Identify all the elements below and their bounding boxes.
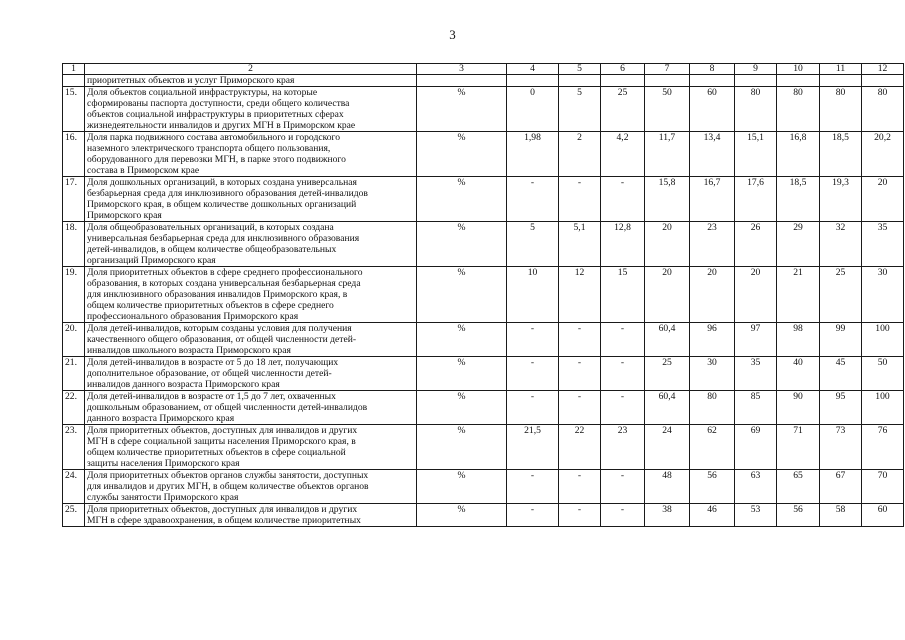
value-cell: - xyxy=(507,391,559,425)
value-cell: 20 xyxy=(735,267,777,323)
value-cell: 22 xyxy=(559,425,601,470)
description-line: Доля приоритетных объектов, доступных для инвалидов и других xyxy=(87,425,358,436)
value-cell xyxy=(645,75,690,87)
indicator-description xyxy=(85,470,417,504)
description-line: качественного общего образования, от общей численности детей- xyxy=(87,334,357,345)
description-line: общем количестве приоритетных объектов в сфере социальной xyxy=(87,447,346,458)
value-cell: 15,8 xyxy=(645,177,690,222)
value-cell: 76 xyxy=(862,425,904,470)
value-cell: 71 xyxy=(777,425,820,470)
value-cell: 18,5 xyxy=(777,177,820,222)
continuation-row xyxy=(63,75,904,87)
column-number-header: 1 xyxy=(63,64,85,75)
indicator-description xyxy=(85,267,417,323)
value-cell: 50 xyxy=(862,357,904,391)
value-cell xyxy=(735,75,777,87)
value-cell: 60,4 xyxy=(645,323,690,357)
value-cell: 32 xyxy=(820,222,862,267)
value-cell: - xyxy=(507,323,559,357)
description-line: оборудованного для перевозки МГН, в парке этого подвижного xyxy=(87,154,346,165)
value-cell: 58 xyxy=(820,504,862,527)
unit-cell: % xyxy=(417,470,507,504)
value-cell: 80 xyxy=(777,87,820,132)
value-cell: 98 xyxy=(777,323,820,357)
value-cell: 48 xyxy=(645,470,690,504)
value-cell: 24 xyxy=(645,425,690,470)
table-row xyxy=(63,132,904,177)
description-line: инвалидов данного возраста Приморского края xyxy=(87,379,280,390)
table-row xyxy=(63,267,904,323)
row-number: 15. xyxy=(63,87,85,132)
value-cell: 80 xyxy=(862,87,904,132)
value-cell: 18,5 xyxy=(820,132,862,177)
value-cell: 5 xyxy=(559,87,601,132)
description-line: образования, в которых создана универсальная безбарьерная среда xyxy=(87,278,361,289)
description-line: детей-инвалидов, в общем количестве общеобразовательных xyxy=(87,244,337,255)
indicator-description xyxy=(85,425,417,470)
unit-cell: % xyxy=(417,504,507,527)
description-line: Приморского края, в общем количестве дошкольных организаций xyxy=(87,199,357,210)
value-cell: - xyxy=(507,470,559,504)
value-cell: 80 xyxy=(735,87,777,132)
description-line: для инклюзивного образования инвалидов Приморского края, в xyxy=(87,289,348,300)
value-cell: 45 xyxy=(820,357,862,391)
value-cell: 35 xyxy=(862,222,904,267)
value-cell xyxy=(690,75,735,87)
unit-cell: % xyxy=(417,323,507,357)
value-cell: 80 xyxy=(690,391,735,425)
row-number: 22. xyxy=(63,391,85,425)
description-line: данного возраста Приморского края xyxy=(87,413,235,424)
value-cell: 90 xyxy=(777,391,820,425)
indicator-description xyxy=(85,132,417,177)
row-number: 20. xyxy=(63,323,85,357)
value-cell: - xyxy=(559,177,601,222)
value-cell xyxy=(601,75,645,87)
table-row xyxy=(63,504,904,527)
table-row xyxy=(63,323,904,357)
unit-cell: % xyxy=(417,177,507,222)
unit-cell: % xyxy=(417,87,507,132)
indicator-description xyxy=(85,323,417,357)
table-row xyxy=(63,357,904,391)
value-cell: 80 xyxy=(820,87,862,132)
description-line: Доля детей-инвалидов в возрасте от 5 до 18 лет, получающих xyxy=(87,357,339,368)
row-number: 21. xyxy=(63,357,85,391)
continuation-text: приоритетных объектов и услуг Приморского края xyxy=(85,75,417,87)
description-line: Доля дошкольных организаций, в которых создана универсальная xyxy=(87,177,357,188)
value-cell: - xyxy=(507,357,559,391)
value-cell: - xyxy=(559,323,601,357)
value-cell: 4,2 xyxy=(601,132,645,177)
description-line: жизнедеятельности инвалидов и других МГН в Приморском крае xyxy=(87,120,356,131)
row-number: 19. xyxy=(63,267,85,323)
value-cell: 53 xyxy=(735,504,777,527)
row-number: 25. xyxy=(63,504,85,527)
indicator-description xyxy=(85,504,417,527)
unit-cell: % xyxy=(417,391,507,425)
value-cell: 11,7 xyxy=(645,132,690,177)
description-line: организаций Приморского края xyxy=(87,255,216,266)
value-cell: 12 xyxy=(559,267,601,323)
value-cell: 17,6 xyxy=(735,177,777,222)
value-cell: 97 xyxy=(735,323,777,357)
description-line: Доля объектов социальной инфраструктуры, на которые xyxy=(87,87,318,98)
description-line: безбарьерная среда для инклюзивного образования детей-инвалидов xyxy=(87,188,368,199)
value-cell: 73 xyxy=(820,425,862,470)
value-cell: - xyxy=(601,177,645,222)
table-row xyxy=(63,391,904,425)
value-cell: 99 xyxy=(820,323,862,357)
table-row xyxy=(63,222,904,267)
table-row xyxy=(63,470,904,504)
description-line: защиты населения Приморского края xyxy=(87,458,240,469)
row-number: 24. xyxy=(63,470,85,504)
description-line: Доля приоритетных объектов органов службы занятости, доступных xyxy=(87,470,369,481)
indicator-description xyxy=(85,391,417,425)
value-cell: 29 xyxy=(777,222,820,267)
value-cell: 16,7 xyxy=(690,177,735,222)
value-cell: 62 xyxy=(690,425,735,470)
description-line: дополнительное образование, от общей численности детей- xyxy=(87,368,332,379)
row-number: 17. xyxy=(63,177,85,222)
column-number-row xyxy=(63,64,904,75)
value-cell: 65 xyxy=(777,470,820,504)
description-line: Доля приоритетных объектов в сфере среднего профессионального xyxy=(87,267,363,278)
value-cell: - xyxy=(559,357,601,391)
column-number-header: 4 xyxy=(507,64,559,75)
column-number-header: 11 xyxy=(820,64,862,75)
value-cell: 35 xyxy=(735,357,777,391)
value-cell: 100 xyxy=(862,391,904,425)
row-number: 18. xyxy=(63,222,85,267)
indicator-description xyxy=(85,357,417,391)
description-line: сформированы паспорта доступности, среди общего количества xyxy=(87,98,350,109)
value-cell: 38 xyxy=(645,504,690,527)
description-line: Доля приоритетных объектов, доступных для инвалидов и других xyxy=(87,504,358,515)
page-number: 3 xyxy=(449,27,456,42)
description-line: наземного электрического транспорта общего пользования, xyxy=(87,143,331,154)
value-cell: 21 xyxy=(777,267,820,323)
value-cell: 5,1 xyxy=(559,222,601,267)
description-line: универсальная безбарьерная среда для инклюзивного образования xyxy=(87,233,360,244)
description-line: инвалидов школьного возраста Приморского края xyxy=(87,345,291,356)
value-cell: 1,98 xyxy=(507,132,559,177)
row-number: 16. xyxy=(63,132,85,177)
value-cell: 25 xyxy=(645,357,690,391)
description-line: МГН в сфере социальной защиты населения Приморского края, в xyxy=(87,436,356,447)
value-cell xyxy=(507,75,559,87)
value-cell: 20 xyxy=(645,267,690,323)
indicators-table xyxy=(62,63,904,527)
description-line: Доля парка подвижного состава автомобильного и городского xyxy=(87,132,341,143)
unit-cell: % xyxy=(417,132,507,177)
value-cell: 60,4 xyxy=(645,391,690,425)
value-cell: 13,4 xyxy=(690,132,735,177)
description-line: службы занятости Приморского края xyxy=(87,492,239,503)
value-cell: 25 xyxy=(820,267,862,323)
value-cell: 96 xyxy=(690,323,735,357)
value-cell: 95 xyxy=(820,391,862,425)
value-cell: - xyxy=(507,177,559,222)
column-number-header: 12 xyxy=(862,64,904,75)
value-cell: 20 xyxy=(690,267,735,323)
value-cell: - xyxy=(559,504,601,527)
value-cell: 15,1 xyxy=(735,132,777,177)
value-cell: 0 xyxy=(507,87,559,132)
value-cell: - xyxy=(601,470,645,504)
value-cell: 25 xyxy=(601,87,645,132)
unit-cell: % xyxy=(417,425,507,470)
value-cell: 10 xyxy=(507,267,559,323)
table-row xyxy=(63,425,904,470)
value-cell: 21,5 xyxy=(507,425,559,470)
num-cell xyxy=(63,75,85,87)
value-cell: 20,2 xyxy=(862,132,904,177)
description-line: объектов социальной инфраструктуры в приоритетных сферах xyxy=(87,109,344,120)
value-cell: - xyxy=(601,323,645,357)
description-line: дошкольным образованием, от общей численности детей-инвалидов xyxy=(87,402,368,413)
value-cell: 30 xyxy=(690,357,735,391)
indicator-description xyxy=(85,87,417,132)
value-cell: - xyxy=(507,504,559,527)
value-cell: - xyxy=(559,470,601,504)
table-row xyxy=(63,177,904,222)
description-line: МГН в сфере здравоохранения, в общем количестве приоритетных xyxy=(87,515,361,526)
value-cell xyxy=(820,75,862,87)
value-cell: 60 xyxy=(862,504,904,527)
description-line: Доля общеобразовательных организаций, в которых создана xyxy=(87,222,334,233)
value-cell: 100 xyxy=(862,323,904,357)
value-cell: 20 xyxy=(862,177,904,222)
unit-cell: % xyxy=(417,357,507,391)
value-cell: - xyxy=(559,391,601,425)
value-cell: 56 xyxy=(777,504,820,527)
description-line: профессионального образования Приморского края xyxy=(87,311,299,322)
value-cell: 2 xyxy=(559,132,601,177)
value-cell: - xyxy=(601,504,645,527)
column-number-header: 5 xyxy=(559,64,601,75)
value-cell: 70 xyxy=(862,470,904,504)
value-cell: 5 xyxy=(507,222,559,267)
value-cell: - xyxy=(601,357,645,391)
table-row xyxy=(63,87,904,132)
value-cell: - xyxy=(601,391,645,425)
value-cell: 56 xyxy=(690,470,735,504)
description-line: состава в Приморском крае xyxy=(87,165,200,176)
column-number-header: 10 xyxy=(777,64,820,75)
column-number-header: 2 xyxy=(85,64,417,75)
value-cell: 23 xyxy=(690,222,735,267)
value-cell: 50 xyxy=(645,87,690,132)
value-cell: 12,8 xyxy=(601,222,645,267)
description-line: Доля детей-инвалидов, которым созданы условия для получения xyxy=(87,323,352,334)
description-line: для инвалидов и других МГН, в общем количестве объектов органов xyxy=(87,481,369,492)
value-cell: 60 xyxy=(690,87,735,132)
value-cell: 20 xyxy=(645,222,690,267)
value-cell: 40 xyxy=(777,357,820,391)
description-line: Доля детей-инвалидов в возрасте от 1,5 до 7 лет, охваченных xyxy=(87,391,336,402)
value-cell xyxy=(559,75,601,87)
value-cell xyxy=(862,75,904,87)
value-cell: 63 xyxy=(735,470,777,504)
value-cell: 85 xyxy=(735,391,777,425)
unit-cell: % xyxy=(417,267,507,323)
column-number-header: 8 xyxy=(690,64,735,75)
value-cell: 16,8 xyxy=(777,132,820,177)
column-number-header: 6 xyxy=(601,64,645,75)
value-cell: 67 xyxy=(820,470,862,504)
indicator-description xyxy=(85,222,417,267)
value-cell: 46 xyxy=(690,504,735,527)
value-cell: 19,3 xyxy=(820,177,862,222)
row-number: 23. xyxy=(63,425,85,470)
column-number-header: 9 xyxy=(735,64,777,75)
value-cell: 69 xyxy=(735,425,777,470)
value-cell: 30 xyxy=(862,267,904,323)
unit-cell: % xyxy=(417,222,507,267)
indicator-description xyxy=(85,177,417,222)
value-cell: 23 xyxy=(601,425,645,470)
column-number-header: 3 xyxy=(417,64,507,75)
value-cell xyxy=(777,75,820,87)
value-cell: 26 xyxy=(735,222,777,267)
description-line: общем количестве приоритетных объектов в сфере среднего xyxy=(87,300,334,311)
value-cell: 15 xyxy=(601,267,645,323)
column-number-header: 7 xyxy=(645,64,690,75)
unit-cell xyxy=(417,75,507,87)
description-line: Приморского края xyxy=(87,210,162,221)
